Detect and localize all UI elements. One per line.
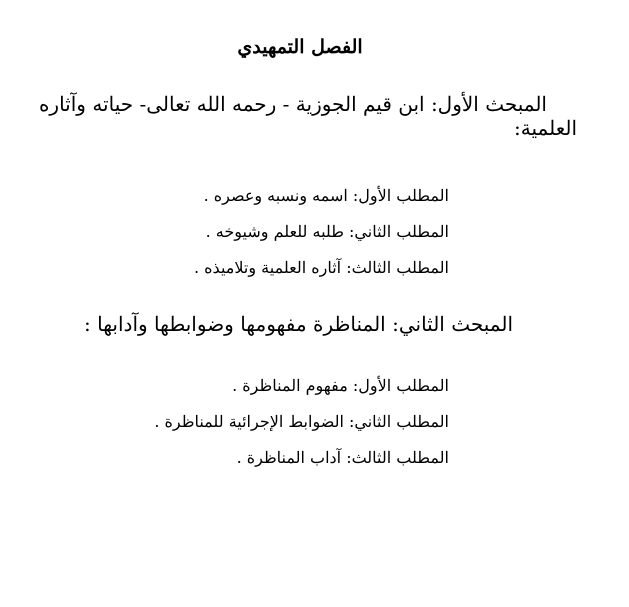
section-1-item-2: المطلب الثاني: طلبه للعلم وشيوخه . <box>205 222 449 241</box>
section-1-heading <box>7 92 577 140</box>
section-2-item-3: المطلب الثالث: آداب المناظرة . <box>236 448 449 467</box>
section-2-heading: المبحث الثاني: المناظرة مفهومها وضوابطها وآدابها : <box>84 312 513 336</box>
section-2-item-2: المطلب الثاني: الضوابط الإجرائية للمناظرة . <box>154 412 449 431</box>
section-1-heading-line-1: المبحث الأول: ابن قيم الجوزية - رحمه الله تعالى- حياته وآثاره <box>38 92 547 116</box>
section-1-items <box>49 186 449 294</box>
section-1-item-3: المطلب الثالث: آثاره العلمية وتلاميذه . <box>194 258 449 277</box>
section-1-heading-line-2: العلمية: <box>514 116 577 140</box>
chapter-title: الفصل التمهيدي <box>237 36 363 58</box>
section-2-items <box>49 376 449 484</box>
section-2-item-1: المطلب الأول: مفهوم المناظرة . <box>232 376 449 395</box>
section-1-item-1: المطلب الأول: اسمه ونسبه وعصره . <box>203 186 449 205</box>
